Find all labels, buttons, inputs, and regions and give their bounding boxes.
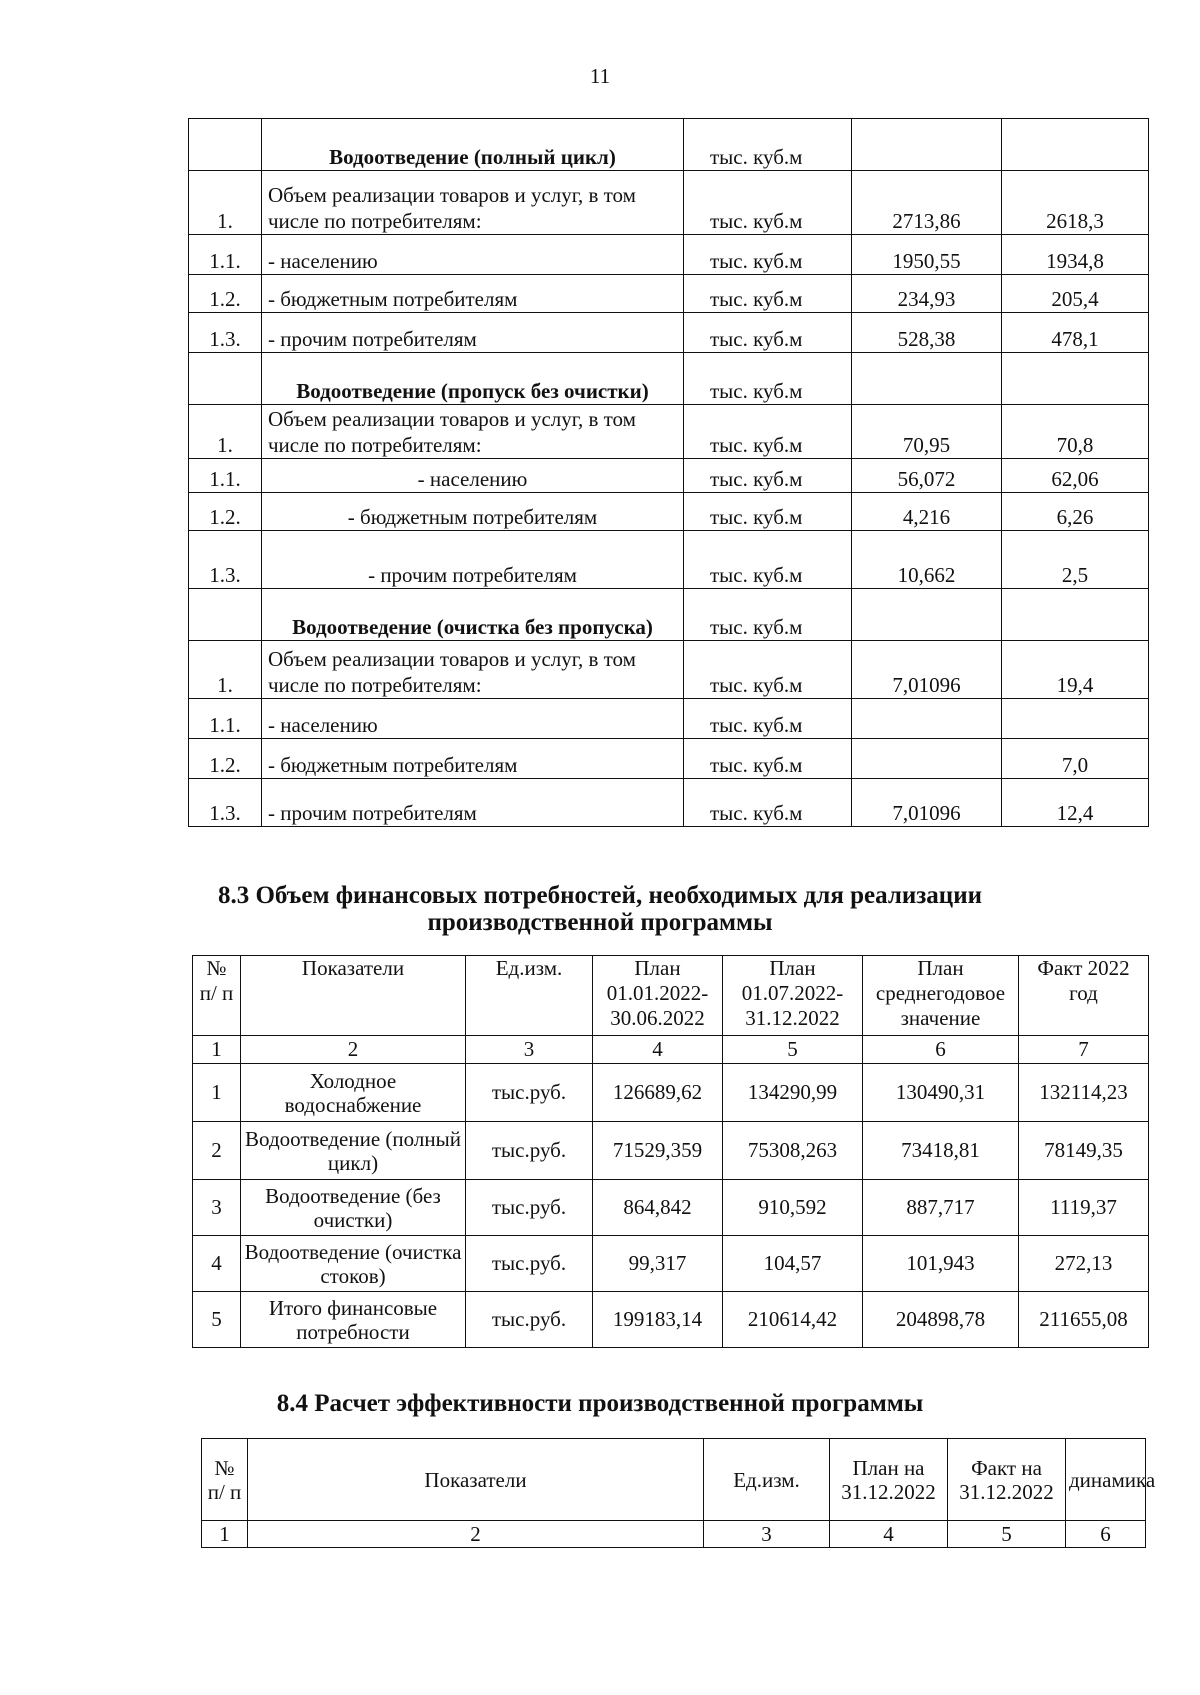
table-cell: 204898,78	[863, 1292, 1019, 1348]
unit-cell: тыс. куб.м	[684, 275, 852, 313]
table-cell: 272,13	[1019, 1236, 1149, 1292]
value-plan: 1950,55	[852, 235, 1002, 275]
value-plan	[852, 699, 1002, 739]
column-number: 7	[1019, 1036, 1149, 1064]
value-fact: 1934,8	[1002, 235, 1149, 275]
row-number	[189, 119, 262, 171]
indicator-label: - прочим потребителям	[262, 531, 684, 589]
value-fact: 62,06	[1002, 459, 1149, 493]
row-number: 1.3.	[189, 779, 262, 827]
value-fact	[1002, 699, 1149, 739]
table-cell: 134290,99	[723, 1064, 863, 1122]
table-cell: 75308,263	[723, 1122, 863, 1180]
indicator-label: Объем реализации товаров и услуг, в том числе по потребителям:	[262, 171, 684, 235]
indicator-label: - населению	[262, 699, 684, 739]
unit-cell: тыс. куб.м	[684, 641, 852, 699]
indicator-label: Водоотведение (без очистки)	[241, 1180, 466, 1236]
value-fact: 478,1	[1002, 313, 1149, 353]
value-fact: 12,4	[1002, 779, 1149, 827]
column-number: 6	[863, 1036, 1019, 1064]
indicator-label: - прочим потребителям	[262, 779, 684, 827]
column-number: 1	[193, 1036, 241, 1064]
value-plan	[852, 739, 1002, 779]
table-cell: 210614,42	[723, 1292, 863, 1348]
row-number: 1.3.	[189, 531, 262, 589]
value-fact: 205,4	[1002, 275, 1149, 313]
indicator-label: Водоотведение (очистка стоков)	[241, 1236, 466, 1292]
indicator-label: - населению	[262, 459, 684, 493]
efficiency-table	[201, 1438, 1156, 1548]
table-cell: 104,57	[723, 1236, 863, 1292]
table-cell: 4	[193, 1236, 241, 1292]
unit-cell: тыс. куб.м	[684, 313, 852, 353]
table-cell: тыс.руб.	[466, 1236, 593, 1292]
value-plan: 4,216	[852, 493, 1002, 531]
table-cell: 199183,14	[593, 1292, 723, 1348]
section-8-4-title: 8.4 Расчет эффективности производственной программы	[276, 1390, 924, 1417]
row-number: 1.1.	[189, 699, 262, 739]
indicator-label: - прочим потребителям	[262, 313, 684, 353]
value-fact: 6,26	[1002, 493, 1149, 531]
value-fact: 70,8	[1002, 405, 1149, 459]
table-row	[189, 699, 1149, 739]
table-cell: тыс.руб.	[466, 1064, 593, 1122]
unit-cell: тыс. куб.м	[684, 119, 852, 171]
header-row	[193, 956, 1149, 1036]
unit-cell: тыс. куб.м	[684, 405, 852, 459]
column-number-row	[193, 1036, 1149, 1064]
column-header: План 01.07.2022- 31.12.2022	[723, 956, 863, 1036]
table-cell: 2	[193, 1122, 241, 1180]
unit-cell: тыс. куб.м	[684, 531, 852, 589]
table-row	[193, 1122, 1149, 1180]
column-number: 2	[248, 1521, 704, 1548]
page-number: 11	[589, 64, 611, 88]
table-row	[189, 779, 1149, 827]
row-number: 1.2.	[189, 739, 262, 779]
value-fact: 2618,3	[1002, 171, 1149, 235]
value-plan: 234,93	[852, 275, 1002, 313]
section-8-3-title: 8.3 Объем финансовых потребностей, необходимых для реализации производственной программы	[217, 882, 983, 936]
unit-cell: тыс. куб.м	[684, 493, 852, 531]
unit-cell: тыс. куб.м	[684, 235, 852, 275]
table-cell: 211655,08	[1019, 1292, 1149, 1348]
table-cell: тыс.руб.	[466, 1292, 593, 1348]
table-cell: 1119,37	[1019, 1180, 1149, 1236]
value-plan	[852, 119, 1002, 171]
table-cell: 99,317	[593, 1236, 723, 1292]
section-header-row	[189, 119, 1149, 171]
column-header: План 01.01.2022- 30.06.2022	[593, 956, 723, 1036]
value-fact: 2,5	[1002, 531, 1149, 589]
table-cell: 126689,62	[593, 1064, 723, 1122]
value-plan: 528,38	[852, 313, 1002, 353]
table-row	[189, 459, 1149, 493]
indicator-label: Итого финансовые потребности	[241, 1292, 466, 1348]
column-header: Ед.изм.	[704, 1439, 830, 1521]
table-row	[193, 1180, 1149, 1236]
table-row	[189, 739, 1149, 779]
column-number-row	[202, 1521, 1146, 1548]
row-number: 1.	[189, 405, 262, 459]
row-number	[189, 353, 262, 405]
table-cell: 864,842	[593, 1180, 723, 1236]
row-number: 1.1.	[189, 459, 262, 493]
column-number: 5	[948, 1521, 1066, 1548]
row-number: 1.	[189, 641, 262, 699]
section-header-row	[189, 589, 1149, 641]
table-row	[189, 313, 1149, 353]
unit-cell: тыс. куб.м	[684, 459, 852, 493]
table-cell: тыс.руб.	[466, 1122, 593, 1180]
table-row	[189, 641, 1149, 699]
unit-cell: тыс. куб.м	[684, 699, 852, 739]
table-cell: 73418,81	[863, 1122, 1019, 1180]
column-number: 4	[830, 1521, 948, 1548]
column-header: № п/ п	[193, 956, 241, 1036]
table-cell: 130490,31	[863, 1064, 1019, 1122]
unit-cell: тыс. куб.м	[684, 171, 852, 235]
value-fact	[1002, 589, 1149, 641]
column-number: 1	[202, 1521, 248, 1548]
row-number: 1.1.	[189, 235, 262, 275]
value-plan: 7,01096	[852, 641, 1002, 699]
table-cell: 78149,35	[1019, 1122, 1149, 1180]
column-header: Факт на 31.12.2022	[948, 1439, 1066, 1521]
table-row	[193, 1236, 1149, 1292]
column-number: 3	[704, 1521, 830, 1548]
column-header: Показатели	[248, 1439, 704, 1521]
table-row	[193, 1292, 1149, 1348]
column-number: 4	[593, 1036, 723, 1064]
value-plan: 7,01096	[852, 779, 1002, 827]
volumes-table	[188, 118, 1149, 827]
table-row	[189, 493, 1149, 531]
indicator-label: Водоотведение (пропуск без очистки)	[262, 353, 684, 405]
header-row	[202, 1439, 1146, 1521]
indicator-label: Водоотведение (очистка без пропуска)	[262, 589, 684, 641]
table-row	[189, 531, 1149, 589]
table-cell: 3	[193, 1180, 241, 1236]
column-number: 3	[466, 1036, 593, 1064]
unit-cell: тыс. куб.м	[684, 353, 852, 405]
column-header: План на 31.12.2022	[830, 1439, 948, 1521]
table-row	[189, 171, 1149, 235]
section-header-row	[189, 353, 1149, 405]
value-fact: 7,0	[1002, 739, 1149, 779]
row-number: 1.2.	[189, 275, 262, 313]
table-cell: тыс.руб.	[466, 1180, 593, 1236]
value-fact	[1002, 353, 1149, 405]
value-fact: 19,4	[1002, 641, 1149, 699]
indicator-label: Водоотведение (полный цикл)	[262, 119, 684, 171]
row-number: 1.	[189, 171, 262, 235]
table-cell: 910,592	[723, 1180, 863, 1236]
table-cell: 887,717	[863, 1180, 1019, 1236]
column-header: Факт 2022 год	[1019, 956, 1149, 1036]
unit-cell: тыс. куб.м	[684, 779, 852, 827]
value-plan: 10,662	[852, 531, 1002, 589]
table-row	[193, 1064, 1149, 1122]
column-number: 2	[241, 1036, 466, 1064]
indicator-label: - бюджетным потребителям	[262, 275, 684, 313]
column-header: динамика	[1066, 1439, 1146, 1521]
row-number: 1.3.	[189, 313, 262, 353]
table-row	[189, 235, 1149, 275]
row-number: 1.2.	[189, 493, 262, 531]
column-header: Ед.изм.	[466, 956, 593, 1036]
indicator-label: Объем реализации товаров и услуг, в том числе по потребителям:	[262, 641, 684, 699]
column-number: 5	[723, 1036, 863, 1064]
value-plan: 2713,86	[852, 171, 1002, 235]
column-header: Показатели	[241, 956, 466, 1036]
table-cell: 71529,359	[593, 1122, 723, 1180]
table-row	[189, 405, 1149, 459]
column-number: 6	[1066, 1521, 1146, 1548]
indicator-label: Объем реализации товаров и услуг, в том числе по потребителям:	[262, 405, 684, 459]
indicator-label: - населению	[262, 235, 684, 275]
value-plan	[852, 353, 1002, 405]
table-cell: 101,943	[863, 1236, 1019, 1292]
table-cell: 1	[193, 1064, 241, 1122]
financial-needs-table	[192, 955, 1149, 1348]
unit-cell: тыс. куб.м	[684, 739, 852, 779]
indicator-label: - бюджетным потребителям	[262, 493, 684, 531]
indicator-label: - бюджетным потребителям	[262, 739, 684, 779]
value-plan: 56,072	[852, 459, 1002, 493]
table-cell: 132114,23	[1019, 1064, 1149, 1122]
unit-cell: тыс. куб.м	[684, 589, 852, 641]
indicator-label: Водоотведение (полный цикл)	[241, 1122, 466, 1180]
table-row	[189, 275, 1149, 313]
column-header: № п/ п	[202, 1439, 248, 1521]
value-plan	[852, 589, 1002, 641]
row-number	[189, 589, 262, 641]
value-plan: 70,95	[852, 405, 1002, 459]
value-fact	[1002, 119, 1149, 171]
column-header: План среднегодовое значение	[863, 956, 1019, 1036]
table-cell: 5	[193, 1292, 241, 1348]
indicator-label: Холодное водоснабжение	[241, 1064, 466, 1122]
